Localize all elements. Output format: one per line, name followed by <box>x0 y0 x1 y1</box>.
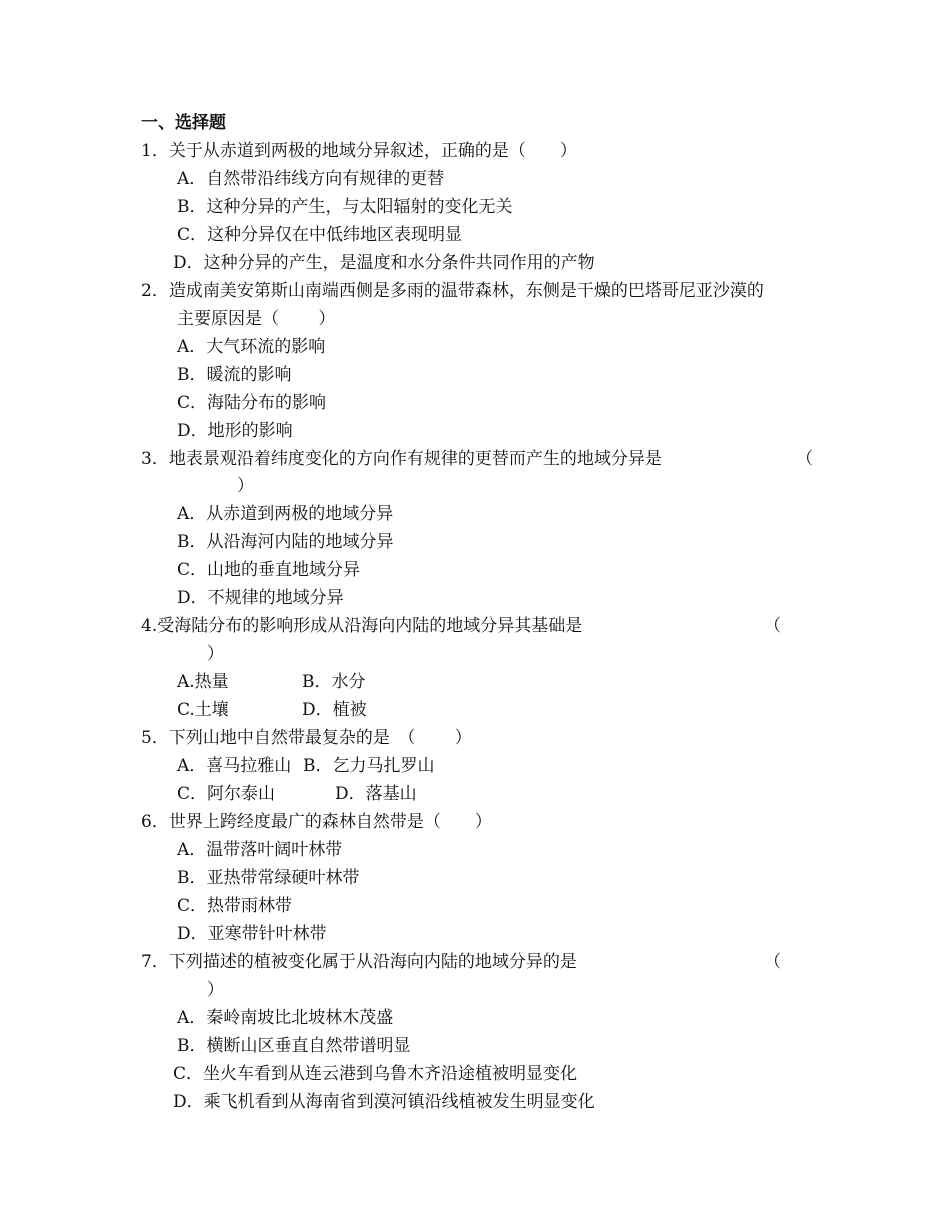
question-6-option-d: D．亚寒带针叶林带 <box>177 924 327 944</box>
question-4-paren-open: （ <box>764 616 781 636</box>
question-4-option-d: D．植被 <box>302 700 367 720</box>
question-6-option-a: A．温带落叶阔叶林带 <box>177 840 343 860</box>
question-3-paren-close: ） <box>237 476 254 496</box>
question-7-option-c: C．坐火车看到从连云港到乌鲁木齐沿途植被明显变化 <box>173 1064 578 1084</box>
question-7-stem: 7．下列描述的植被变化属于从沿海向内陆的地域分异的是 <box>141 952 577 972</box>
question-7-paren-close: ） <box>207 980 224 1000</box>
question-2-option-c: C．海陆分布的影响 <box>177 393 327 413</box>
question-6-option-b: B．亚热带常绿硬叶林带 <box>177 868 360 888</box>
question-4-option-c: C.土壤 <box>177 700 229 720</box>
question-6-stem: 6．世界上跨经度最广的森林自然带是（ ） <box>141 812 492 832</box>
question-7-option-a: A．秦岭南坡比北坡林木茂盛 <box>177 1008 394 1028</box>
question-2-stem-continuation: 主要原因是（ ） <box>177 309 336 329</box>
question-4-paren-close: ） <box>207 644 224 664</box>
section-title: 一、选择题 <box>141 113 226 133</box>
question-5-option-a: A．喜马拉雅山 <box>177 756 292 776</box>
question-3-option-c: C．山地的垂直地域分异 <box>177 560 361 580</box>
question-3-option-d: D．不规律的地域分异 <box>177 588 344 608</box>
question-3-paren-open: （ <box>796 449 813 469</box>
question-5-option-d: D．落基山 <box>335 784 417 804</box>
question-5-stem: 5．下列山地中自然带最复杂的是 （ ） <box>141 728 472 748</box>
question-2-option-d: D．地形的影响 <box>177 421 293 441</box>
question-6-option-c: C．热带雨林带 <box>177 896 293 916</box>
question-7-paren-open: （ <box>764 952 781 972</box>
question-5-option-c: C．阿尔泰山 <box>177 784 276 804</box>
question-3-option-a: A．从赤道到两极的地域分异 <box>177 504 394 524</box>
question-4-option-b: B．水分 <box>302 672 366 692</box>
question-1-option-d: D．这种分异的产生，是温度和水分条件共同作用的产物 <box>173 253 595 273</box>
question-1-option-b: B．这种分异的产生，与太阳辐射的变化无关 <box>177 197 513 217</box>
question-4-option-a: A.热量 <box>177 672 229 692</box>
question-2-option-a: A．大气环流的影响 <box>177 337 326 357</box>
question-2-option-b: B．暖流的影响 <box>177 365 292 385</box>
question-7-option-b: B．横断山区垂直自然带谱明显 <box>177 1036 411 1056</box>
question-4-stem: 4.受海陆分布的影响形成从沿海向内陆的地域分异其基础是 <box>141 616 583 636</box>
question-5-option-b: B．乞力马扎罗山 <box>303 756 435 776</box>
question-1-stem: 1．关于从赤道到两极的地域分异叙述，正确的是（ ） <box>141 141 577 161</box>
question-1-option-c: C．这种分异仅在中低纬地区表现明显 <box>177 225 463 245</box>
question-1-option-a: A．自然带沿纬线方向有规律的更替 <box>177 169 445 189</box>
question-2-stem: 2．造成南美安第斯山南端西侧是多雨的温带森林，东侧是干燥的巴塔哥尼亚沙漠的 <box>141 281 764 301</box>
question-7-option-d: D．乘飞机看到从海南省到漠河镇沿线植被发生明显变化 <box>173 1092 595 1112</box>
question-3-stem: 3．地表景观沿着纬度变化的方向作有规律的更替而产生的地域分异是 <box>141 449 662 469</box>
question-3-option-b: B．从沿海河内陆的地域分异 <box>177 532 394 552</box>
